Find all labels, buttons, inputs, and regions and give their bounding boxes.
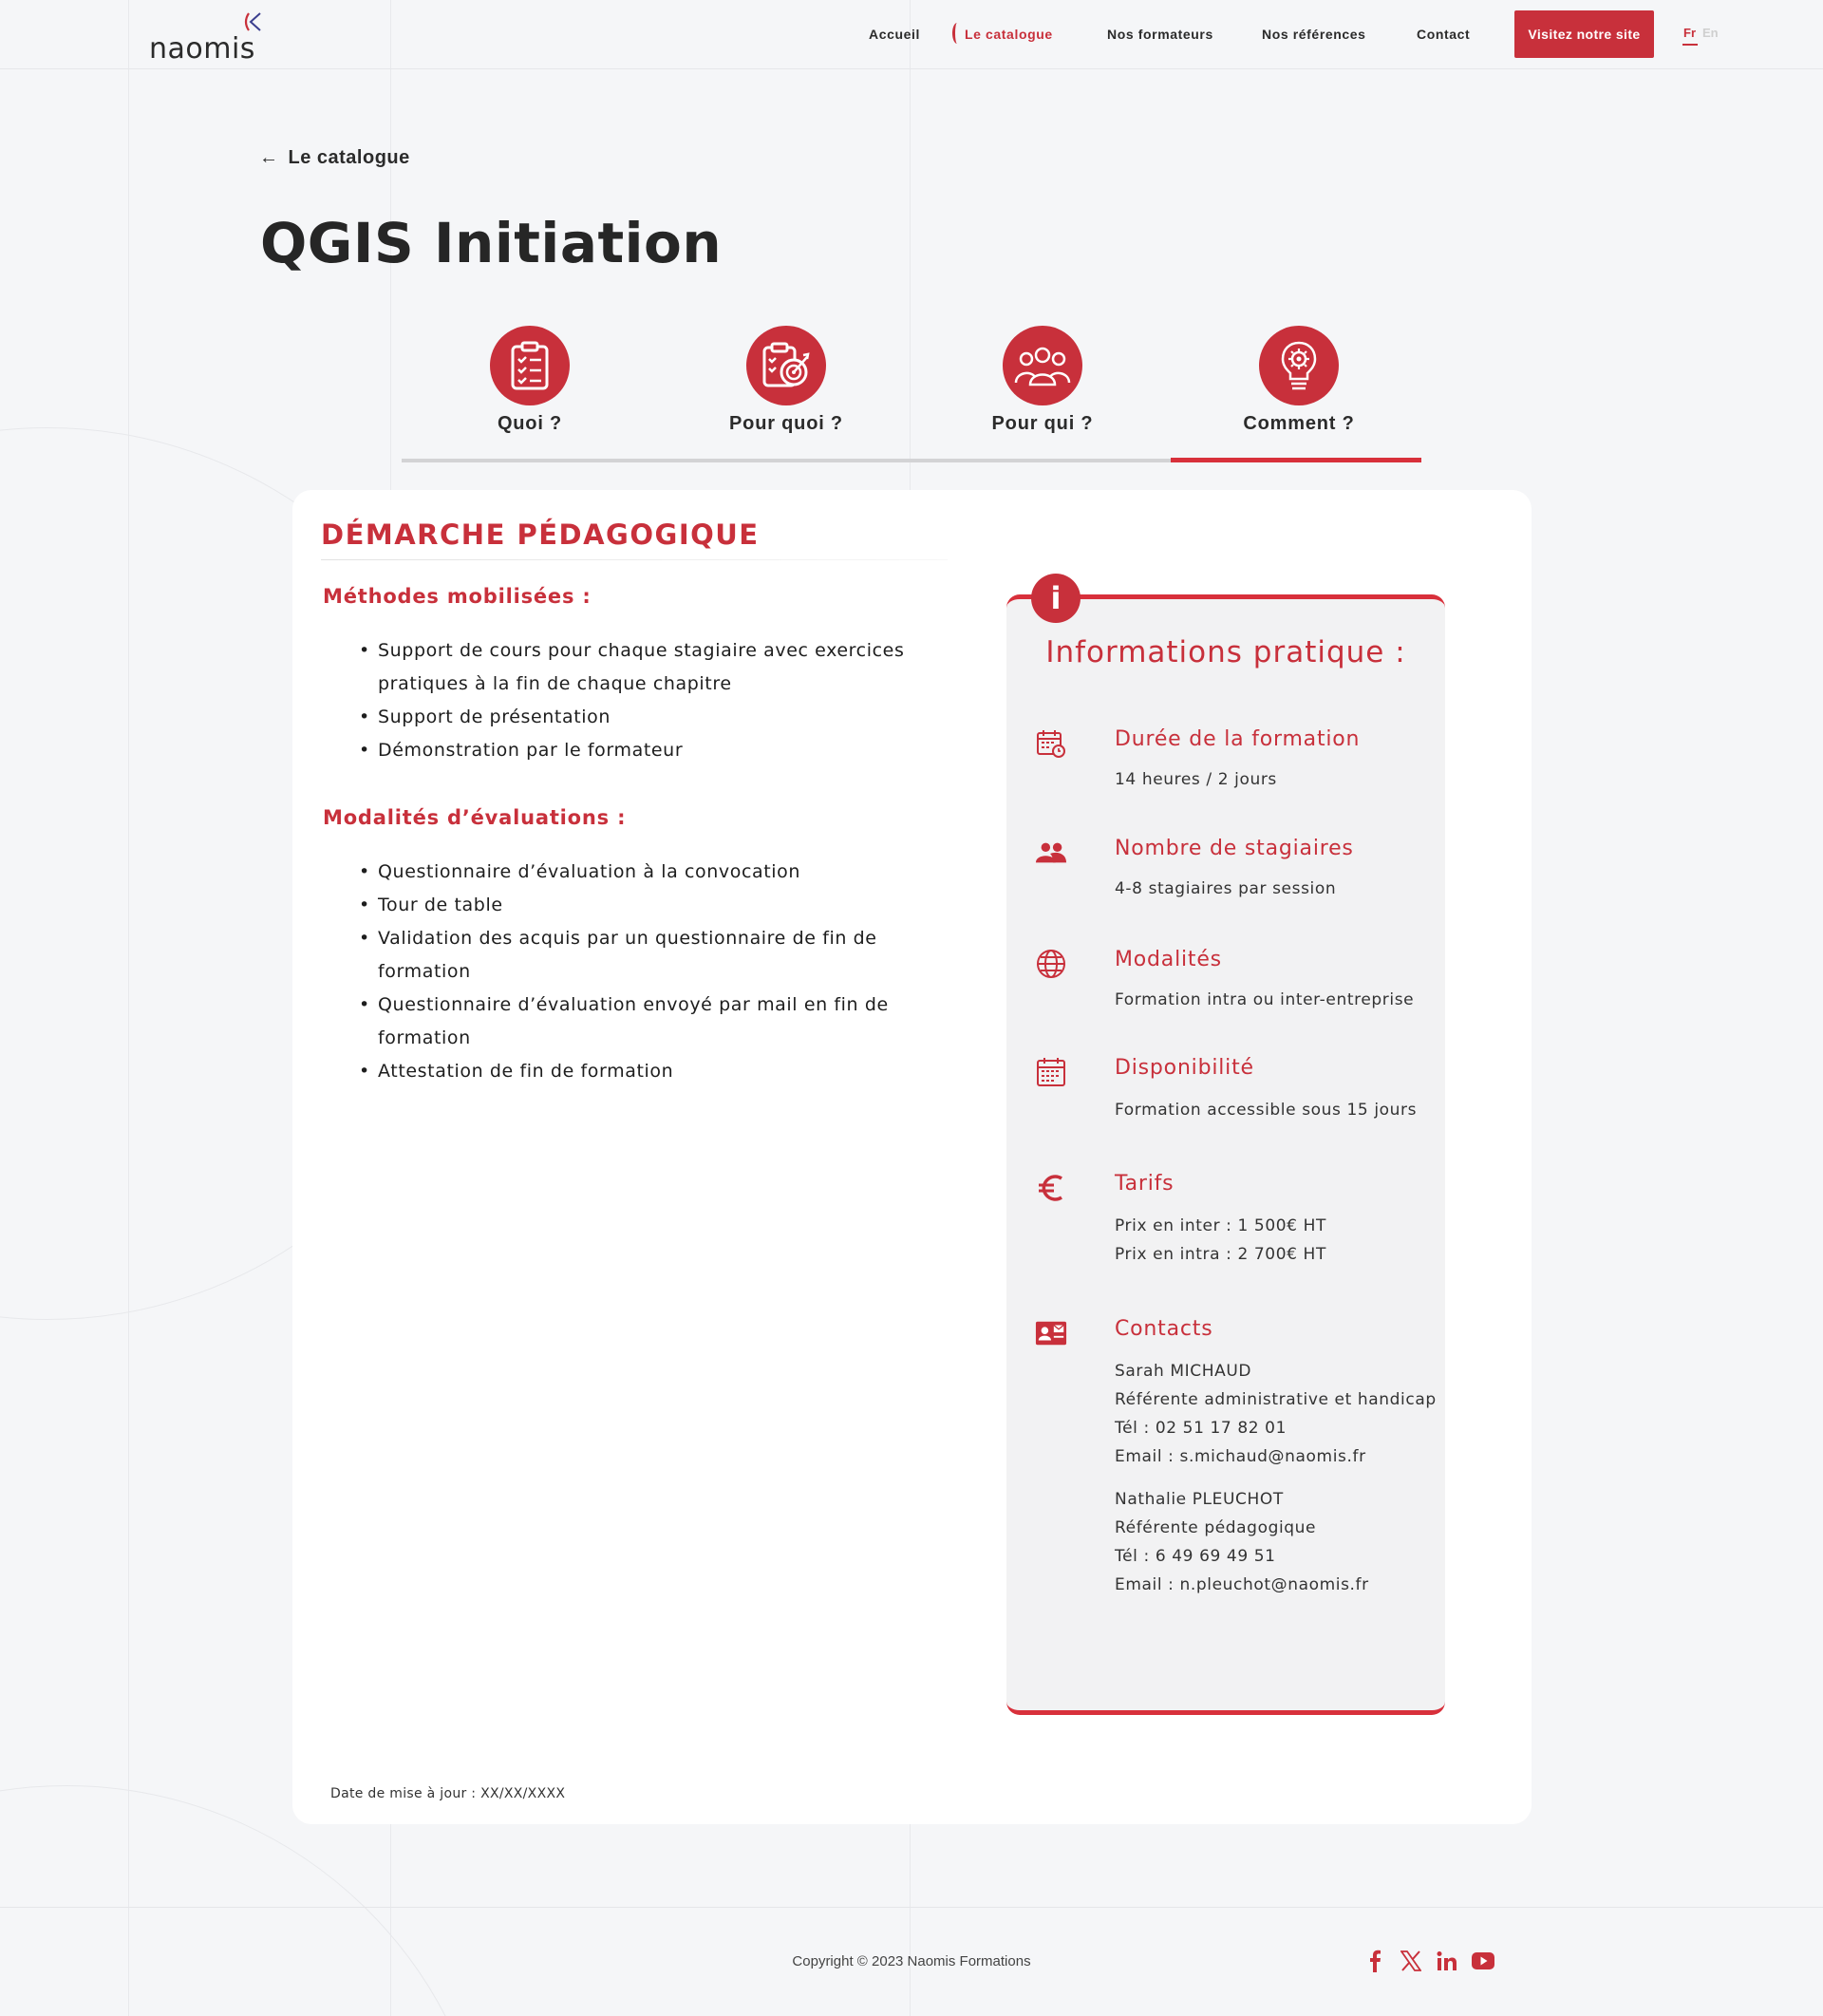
tab-label: Pour quoi ? — [729, 413, 843, 434]
contact1-role: Référente administrative et handicap — [1115, 1390, 1437, 1409]
list-item: • Questionnaire d’évaluation à la convocation — [359, 856, 929, 889]
lightbulb-gear-icon — [1259, 326, 1339, 405]
copyright-text: Copyright © 2023 Naomis Formations — [792, 1953, 1031, 1969]
tab-quoi[interactable] — [402, 323, 658, 465]
methods-list — [359, 634, 929, 767]
info-head: Nombre de stagiaires — [1115, 837, 1354, 860]
nav-contact[interactable]: Contact — [1417, 27, 1471, 42]
arrow-left-icon: ← — [259, 147, 279, 168]
list-item: • Support de cours pour chaque stagiaire avec exercices pratiques à la fin de chaque chapitre — [359, 634, 929, 701]
info-icon: i — [1031, 574, 1081, 623]
tab-comment[interactable] — [1171, 323, 1427, 465]
content-card — [292, 490, 1532, 1824]
section-tabs — [402, 323, 1421, 465]
footer-divider — [0, 1907, 1823, 1908]
info-head: Modalités — [1115, 948, 1222, 971]
list-item: • Questionnaire d’évaluation envoyé par mail en fin de formation — [359, 989, 929, 1055]
list-item: • Attestation de fin de formation — [359, 1055, 929, 1088]
info-head: Durée de la formation — [1115, 727, 1361, 751]
price-intra: Prix en intra : 2 700€ HT — [1115, 1245, 1326, 1264]
tab-label: Comment ? — [1243, 413, 1355, 434]
contact2-role: Référente pédagogique — [1115, 1518, 1317, 1537]
info-text: 4-8 stagiaires par session — [1115, 879, 1337, 898]
lang-en-link[interactable]: En — [1702, 26, 1719, 40]
people-icon — [1035, 837, 1067, 869]
back-to-catalogue-link[interactable] — [259, 147, 410, 169]
contact1-email[interactable]: Email : s.michaud@naomis.fr — [1115, 1447, 1366, 1466]
lang-active-underline — [1682, 44, 1698, 46]
tab-pour-qui[interactable] — [914, 323, 1171, 465]
info-text: 14 heures / 2 jours — [1115, 770, 1277, 789]
tab-label: Pour qui ? — [991, 413, 1094, 434]
euro-icon — [1035, 1172, 1067, 1204]
logo-text: naomis — [149, 32, 255, 66]
evaluations-title: Modalités d’évaluations : — [323, 806, 627, 829]
social-links — [1363, 1950, 1494, 1972]
bg-grid-line — [0, 68, 1823, 69]
tab-pour-quoi[interactable] — [658, 323, 914, 465]
contact2-phone: Tél : 6 49 69 49 51 — [1115, 1547, 1276, 1566]
calendar-clock-icon — [1035, 727, 1067, 760]
tab-label: Quoi ? — [497, 413, 563, 434]
nav-formateurs[interactable]: Nos formateurs — [1107, 27, 1213, 42]
calendar-icon — [1035, 1056, 1067, 1088]
youtube-icon[interactable] — [1472, 1950, 1494, 1972]
visit-site-button[interactable]: Visitez notre site — [1514, 10, 1654, 58]
x-icon[interactable] — [1400, 1950, 1422, 1972]
back-link-label: Le catalogue — [288, 147, 410, 168]
group-icon — [1003, 326, 1082, 405]
tab-active-indicator — [1171, 458, 1421, 462]
nav-active-indicator — [952, 23, 962, 44]
contact2-email[interactable]: Email : n.pleuchot@naomis.fr — [1115, 1575, 1369, 1594]
info-text: Formation intra ou inter-entreprise — [1115, 990, 1415, 1009]
contact1-name: Sarah MICHAUD — [1115, 1362, 1252, 1381]
info-text: Formation accessible sous 15 jours — [1115, 1101, 1418, 1120]
logo-mark-icon — [239, 11, 264, 34]
price-inter: Prix en inter : 1 500€ HT — [1115, 1216, 1326, 1235]
list-item: • Validation des acquis par un questionnaire de fin de formation — [359, 922, 929, 989]
contact-card-icon — [1035, 1317, 1067, 1349]
naomis-logo[interactable] — [149, 11, 263, 66]
practical-info-box — [1006, 580, 1445, 1715]
clipboard-target-icon — [746, 326, 826, 405]
info-title: Informations pratique : — [1045, 635, 1406, 669]
list-item: • Démonstration par le formateur — [359, 734, 929, 767]
list-item: • Support de présentation — [359, 701, 929, 734]
contact2-name: Nathalie PLEUCHOT — [1115, 1490, 1284, 1509]
evaluations-list — [359, 856, 929, 1088]
facebook-icon[interactable] — [1363, 1950, 1386, 1972]
methods-title: Méthodes mobilisées : — [323, 585, 592, 608]
section-divider — [321, 559, 948, 560]
list-item: • Tour de table — [359, 889, 929, 922]
section-title: DÉMARCHE PÉDAGOGIQUE — [321, 518, 760, 551]
nav-references[interactable]: Nos références — [1262, 27, 1366, 42]
lang-fr-link[interactable]: Fr — [1683, 26, 1696, 40]
globe-icon — [1035, 948, 1067, 980]
info-head: Contacts — [1115, 1317, 1213, 1341]
nav-catalogue[interactable]: Le catalogue — [965, 27, 1053, 42]
site-header — [0, 0, 1823, 68]
nav-accueil[interactable]: Accueil — [869, 27, 920, 42]
info-head: Tarifs — [1115, 1172, 1175, 1196]
contact1-phone: Tél : 02 51 17 82 01 — [1115, 1419, 1287, 1438]
linkedin-icon[interactable] — [1436, 1950, 1458, 1972]
info-head: Disponibilité — [1115, 1056, 1254, 1080]
clipboard-checklist-icon — [490, 326, 570, 405]
page-title: QGIS Initiation — [260, 211, 723, 275]
update-date: Date de mise à jour : XX/XX/XXXX — [330, 1786, 566, 1801]
